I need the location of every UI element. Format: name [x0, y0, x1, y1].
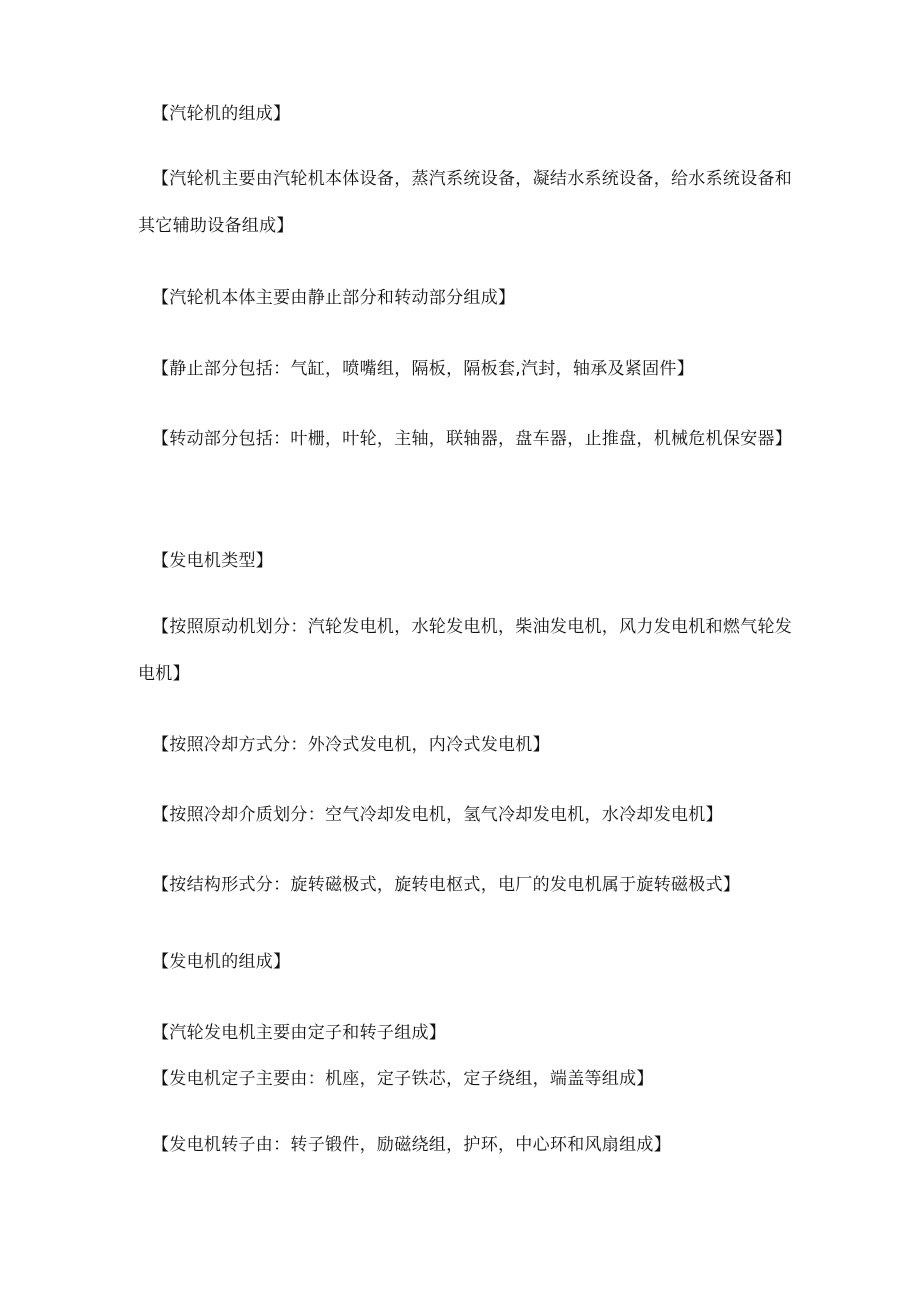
paragraph-stator-composition: 【发电机定子主要由：机座，定子铁芯，定子绕组，端盖等组成】	[152, 1069, 654, 1089]
paragraph-turbine-equipment: 【汽轮机主要由汽轮机本体设备，蒸汽系统设备，凝结水系统设备，给水系统设备和其它辅助设备组成】	[138, 169, 793, 236]
paragraph-prime-mover-classification: 【按照原动机划分：汽轮发电机，水轮发电机，柴油发电机，风力发电机和燃气轮发电机】	[138, 617, 793, 684]
paragraph-rotating-parts: 【转动部分包括：叶栅，叶轮，主轴，联轴器，盘车器，止推盘，机械危机保安器】	[152, 429, 793, 449]
heading-turbine-composition: 【汽轮机的组成】	[152, 104, 291, 124]
heading-generator-types: 【发电机类型】	[152, 551, 274, 571]
paragraph-generator-stator-rotor: 【汽轮发电机主要由定子和转子组成】	[152, 1023, 447, 1043]
paragraph-stationary-parts: 【静止部分包括：气缸，喷嘴组，隔板，隔板套,汽封，轴承及紧固件】	[152, 359, 695, 379]
paragraph-structure-form: 【按结构形式分：旋转磁极式，旋转电枢式，电厂的发电机属于旋转磁极式】	[152, 875, 741, 895]
paragraph-cooling-method: 【按照冷却方式分：外冷式发电机，内冷式发电机】	[152, 735, 550, 755]
paragraph-rotor-composition: 【发电机转子由：转子锻件，励磁绕组，护环，中心环和风扇组成】	[152, 1135, 671, 1155]
paragraph-cooling-medium: 【按照冷却介质划分：空气冷却发电机，氢气冷却发电机，水冷却发电机】	[152, 805, 723, 825]
paragraph-turbine-body: 【汽轮机本体主要由静止部分和转动部分组成】	[152, 288, 516, 308]
heading-generator-composition: 【发电机的组成】	[152, 952, 291, 972]
